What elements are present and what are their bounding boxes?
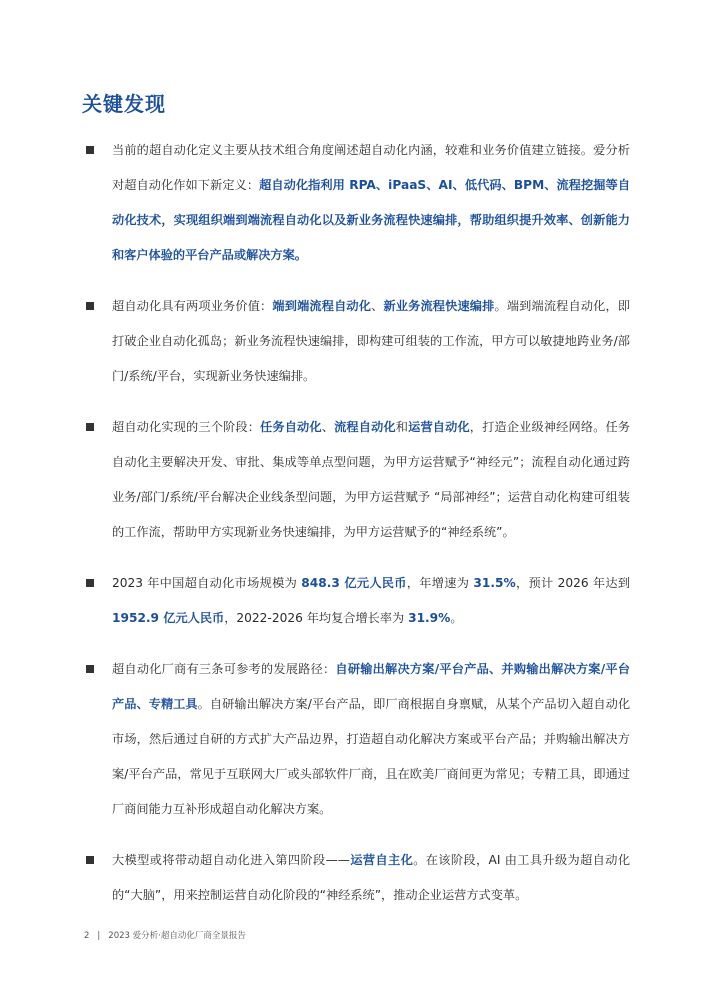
finding-text: 和 [395,420,409,434]
finding-text: 。 [450,611,463,625]
finding-text: 超自动化具有两项业务价值： [112,299,273,313]
square-bullet-icon [86,856,94,864]
square-bullet-icon [86,423,94,431]
finding-highlight: 31.9% [408,611,451,625]
square-bullet-icon [86,579,94,587]
finding-item [86,133,630,273]
finding-highlight: 自研输出解决方案/平台产品、并购输出解决方案/平台产品、专精工具 [112,662,630,711]
finding-text: ，2022-2026 年均复合增长率为 [224,611,409,625]
square-bullet-icon [86,665,94,673]
finding-text: 大模型或将带动超自动化进入第四阶段—— [112,853,350,867]
report-title: 2023 爱分析·超自动化厂商全景报告 [108,931,246,941]
finding-text: 、 [371,299,384,313]
finding-text: 。自研输出解决方案/平台产品，即厂商根据自身禀赋，从某个产品切入超自动化市场，然后通过自研的方式扩大产品边界，打造超自动化解决方案或平台产品；并购输出解决方案/平台产品，常见于互联网大厂或头部软件厂商，且在欧美厂商间更为常见；专精工具，即通过厂商间能力互补形成超自动化解决方案。 [112,697,631,816]
finding-highlight: 任务自动化 [260,420,322,434]
finding-text: 超自动化实现的三个阶段： [112,420,261,434]
finding-highlight: 31.5% [473,576,516,590]
finding-text: ，年增速为 [406,576,474,590]
finding-text: 。端到端流程自动化，即打破企业自动化孤岛；新业务流程快速编排，即构建可组装的工作流，甲方可以敏捷地跨业务/部门/系统/平台，实现新业务快速编排。 [112,299,631,383]
finding-item [86,410,630,550]
finding-highlight: 运营自动化 [408,420,470,434]
key-findings-list [86,133,630,929]
page-footer [84,929,246,941]
finding-text: 超自动化厂商有三条可参考的发展路径： [112,662,336,676]
finding-item [86,652,630,827]
finding-item [86,289,630,394]
square-bullet-icon [86,146,94,154]
finding-highlight: 超自动化指利用 RPA、iPaaS、AI、低代码、BPM、流程挖掘等自动化技术，实现组织端到端流程自动化以及新业务流程快速编排，帮助组织提升效率、创新能力和客户体验的平台产品或解决方案。 [112,178,631,262]
finding-highlight: 新业务流程快速编排 [383,299,495,313]
finding-highlight: 848.3 亿元人民币 [301,576,407,590]
page-title: 关键发现 [82,92,166,116]
finding-highlight: 流程自动化 [334,420,396,434]
finding-highlight: 端到端流程自动化 [272,299,372,313]
finding-text: 。在该阶段，AI 由工具升级为超自动化的“大脑”，用来控制运营自动化阶段的“神经系统”，推动企业运营方式变革。 [112,853,631,902]
page-number: 2 [84,931,90,941]
finding-item [86,843,630,913]
finding-text: ，预计 2026 年达到 [515,576,631,590]
square-bullet-icon [86,302,94,310]
finding-highlight: 1952.9 亿元人民币 [112,611,225,625]
finding-text: 2023 年中国超自动化市场规模为 [112,576,302,590]
footer-separator: | [97,931,101,941]
finding-highlight: 运营自主化 [349,853,414,867]
finding-text: 、 [321,420,335,434]
finding-text: ，打造企业级神经网络。任务自动化主要解决开发、审批、集成等单点型问题，为甲方运营赋予“神经元”；流程自动化通过跨业务/部门/系统/平台解决企业线条型问题，为甲方运营赋予 “局部神经”；运营自动化构建可组装的工作流，帮助甲方实现新业务快速编排，为甲方运营赋予的“神经系统”。 [112,420,631,539]
finding-text: 当前的超自动化定义主要从技术组合角度阐述超自动化内涵，较难和业务价值建立链接。爱分析对超自动化作如下新定义： [112,143,630,192]
finding-item [86,566,630,636]
